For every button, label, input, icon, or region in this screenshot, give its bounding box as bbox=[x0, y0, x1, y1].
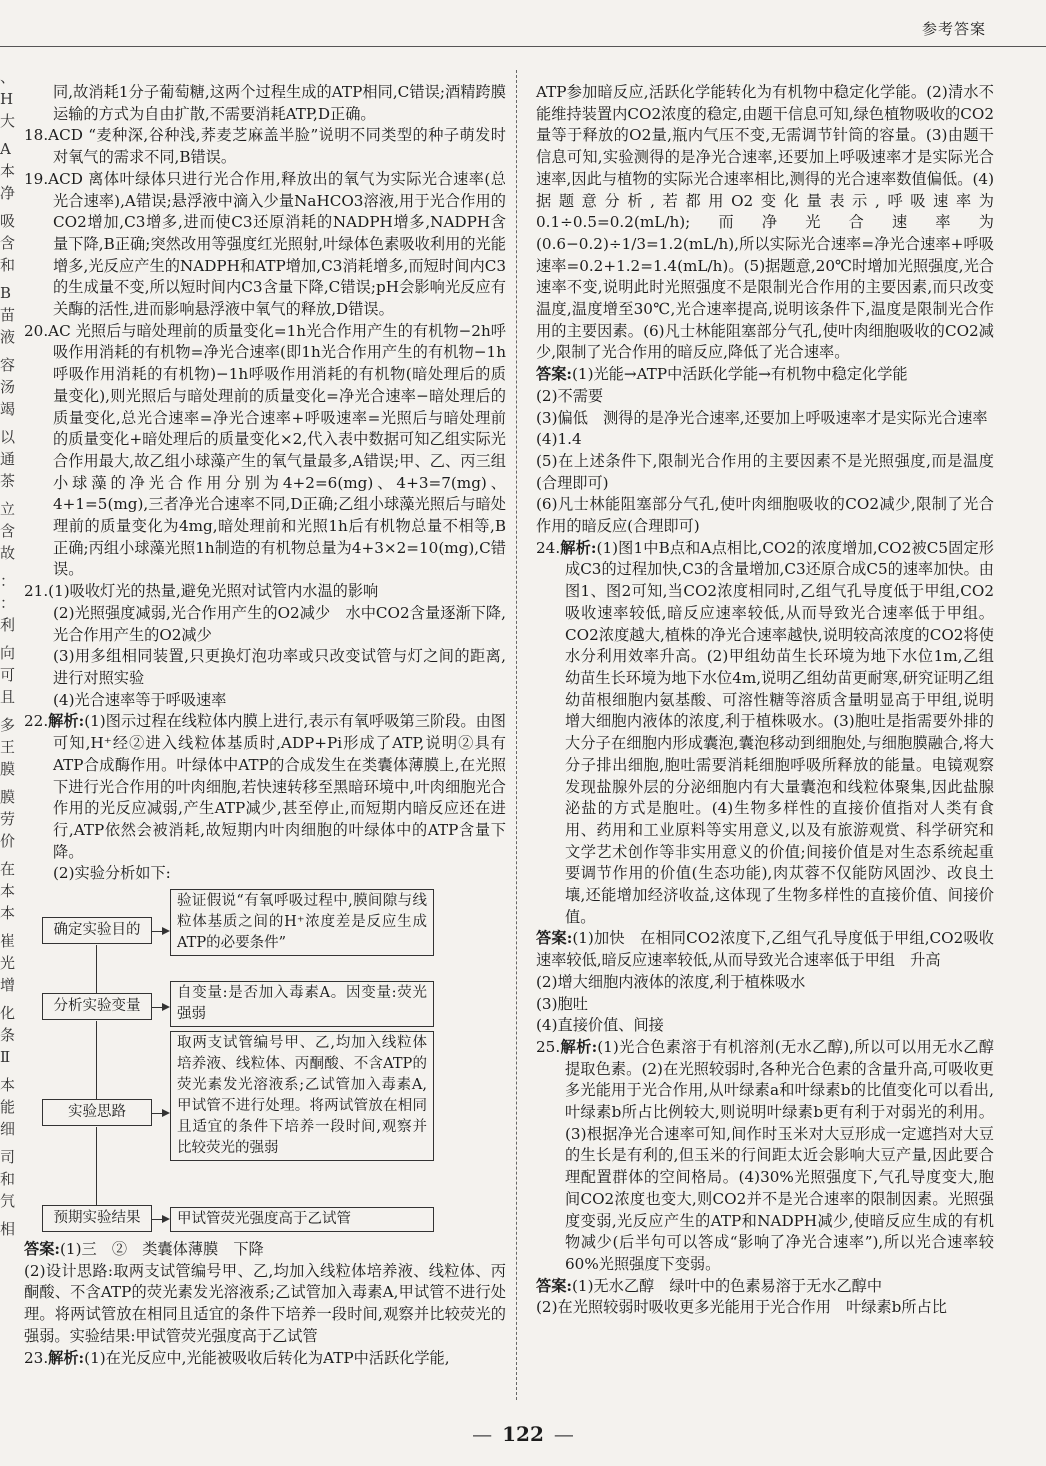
q22-number: 22. bbox=[24, 712, 49, 731]
margin-char: 膜 bbox=[0, 788, 16, 806]
q22-part2-intro: (2)实验分析如下: bbox=[53, 864, 171, 883]
margin-char: 含 bbox=[0, 234, 16, 252]
margin-char: 本 bbox=[0, 904, 16, 922]
q25-analysis bbox=[536, 1037, 994, 1276]
q25-answer-1: (1)无水乙醇 绿叶中的色素易溶于无水乙醇中 bbox=[571, 1276, 883, 1295]
q21-1: 21.(1)吸收灯光的热量,避免光照对试管内水温的影响 bbox=[24, 582, 379, 601]
flow-connector-3 bbox=[96, 1127, 97, 1205]
q23-analysis-cont: ATP参加暗反应,活跃化学能转化为有机物中稳定化学能。(2)清水不能维持装置内CO2浓度的稳定,由题干信息可知,绿色植物吸收的CO2量等于释放的O2量,瓶内气压不变,无需调节针筒的容量。(3)由题干信息可知,实验测得的是净光合速率,还要加上呼吸速率才是实际光合速率,因此与植物的实际光合速率相比,测得的光合速率数值偏低。(4)据题意分析,若都用O2变化量表示,呼吸速率为0.1÷0.5=0.2(mL/h);而净光合速率为(0.6−0.2)÷1/3=1.2(mL/h),所以实际光合速率=净光合速率+呼吸速率=0.2+1.2=1.4(mL/h)。(5)据题意,20℃时增加光照强度,光合速率不变,说明此时光照强度不是限制光合作用的主要因素,而只改变温度,温度增至30℃,光合速率提高,说明该条件下,温度是限制光合作用的主要因素。(6)凡士林能阻塞部分气孔,使叶肉细胞吸收的CO2减少,限制了光合作用的暗反应,降低了光合速率。 bbox=[536, 83, 994, 362]
right-column bbox=[536, 82, 994, 1319]
margin-char: 立 bbox=[0, 500, 16, 518]
margin-char: 大 bbox=[0, 112, 16, 130]
q23-answer bbox=[536, 364, 994, 386]
q25-answer-2: (2)在光照较弱时吸收更多光能用于光合作用 叶绿素b所占比 bbox=[536, 1298, 947, 1317]
q20: 20.AC 光照后与暗处理前的质量变化=1h光合作用产生的有机物−2h呼吸作用消耗的有机物=净光合速率(即1h光合作用产生的有机物−1h呼吸作用消耗的有机物)−1h呼吸作用消耗的有机物(暗处理后的质量变化),则光照后与暗处理前的质量变化=净光合速率−暗处理后的质量变化,总光合速率=净光合速率+呼吸速率=光照后与暗处理前的质量变化+暗处理后的质量变化×2,代入表中数据可知乙组实际光合作用最大,故乙组小球藻产生的氧气量最多,A错误;甲、乙、丙三组小球藻的净光合作用分别为4+2=6(mg)、4+3=7(mg)、4+1=5(mg),三者净光合速率不同,D正确;乙组小球藻光照后与暗处理前的质量变化为4mg,暗处理前和光照1h后有机物总量不相等,B正确;丙组小球藻光照1h制造的有机物总量为4+3×2=10(mg),C错误。 bbox=[24, 321, 506, 579]
flow-connector-1 bbox=[96, 945, 97, 993]
margin-char: 且 bbox=[0, 688, 16, 706]
q22-answer-1: (1)三 ② 类囊体薄膜 下降 bbox=[59, 1240, 264, 1259]
q24-analysis bbox=[536, 538, 994, 929]
margin-char: 、 bbox=[0, 68, 16, 86]
margin-char: B bbox=[0, 284, 12, 302]
flow-step-result: 预期实验结果 bbox=[42, 1205, 152, 1232]
margin-char: 汤 bbox=[0, 378, 16, 396]
q23-answer-2: (2)不需要 bbox=[536, 386, 604, 405]
q22-analysis-label: 解析: bbox=[48, 712, 85, 731]
margin-char: 以 bbox=[0, 428, 16, 446]
margin-char: 氕 bbox=[0, 1192, 16, 1210]
left-column bbox=[24, 82, 506, 1369]
margin-char: 膜 bbox=[0, 760, 16, 778]
margin-char: 和 bbox=[0, 1170, 16, 1188]
margin-char: 净 bbox=[0, 184, 16, 202]
margin-char: A bbox=[0, 140, 11, 158]
q24-answer-4: (4)直接价值、间接 bbox=[536, 1016, 664, 1035]
page-header: 参考答案 bbox=[921, 20, 986, 38]
flow-step-purpose: 确定实验目的 bbox=[42, 917, 152, 944]
q23-answer-4: (4)1.4 bbox=[536, 430, 582, 449]
q21-4: (4)光合速率等于呼吸速率 bbox=[53, 690, 227, 709]
q23-analysis-start bbox=[24, 1348, 506, 1370]
footer-dash-left: — bbox=[472, 1422, 493, 1446]
experiment-flowchart bbox=[34, 889, 506, 1228]
page-number: 122 bbox=[502, 1422, 544, 1446]
margin-char: 液 bbox=[0, 328, 16, 346]
q24-answer-2: (2)增大细胞内液体的浓度,利于植株吸水 bbox=[536, 972, 806, 991]
margin-char: 竭 bbox=[0, 400, 16, 418]
margin-char: 崔 bbox=[0, 932, 16, 950]
q24-analysis-text: (1)图1中B点和A点相比,CO2的浓度增加,CO2被C5固定形成C3的过程加快,C3的含量增加,C3还原合成C5的速率加快。由图1、图2可知,当CO2浓度相同时,乙组气孔导度低于甲组,CO2吸收速率较低,暗反应速率较低,从而导致光合速率低于甲组。CO2浓度越大,植株的净光合速率越快,说明较高浓度的CO2将使水分利用效率升高。(2)甲组幼苗生长环境为地下水位1m,乙组幼苗生长环境为地下水位4m,说明乙组幼苗更耐寒,研究证明乙组幼苗根细胞内氨基酸、可溶性糖等溶质含量明显高于甲组,说明增大细胞内液体的浓度,利于植株吸水。(3)胞吐是指需要外排的大分子在细胞内形成囊泡,囊泡移动到细胞处,与细胞膜融合,将大分子排出细胞,胞吐需要消耗细胞呼吸所释放的能量。电镜观察发现盐腺外层的分泌细胞内有大量囊泡和线粒体聚集,因此盐腺泌盐的方式是胞吐。(4)生物多样性的直接价值指对人类有食用、药用和工业原料等实用意义,以及有旅游观赏、科学研究和文学艺术创作等非实用意义的价值;间接价值是对生态系统起重要调节作用的价值(生态功能),肉苁蓉不仅能防风固沙、改良土壤,还能增加经济收益,这体现了生物多样性的直接价值、间接价值。 bbox=[565, 538, 994, 926]
q24-number: 24. bbox=[536, 538, 561, 557]
margin-char: 多 bbox=[0, 716, 16, 734]
flow-step-design: 实验思路 bbox=[42, 1099, 152, 1126]
q22-answer-label: 答案: bbox=[24, 1240, 60, 1259]
q22-analysis-text: (1)图示过程在线粒体内膜上进行,表示有氧呼吸第三阶段。由图可知,H⁺经②进入线粒体基质时,ADP+Pi形成了ATP,说明②具有ATP合成酶作用。叶绿体中ATP的合成发生在类囊体薄膜上,在光照下进行光合作用的叶肉细胞,若快速转移至黑暗环境中,叶肉细胞光合作用的光反应减弱,产生ATP减少,甚至停止,而短期内暗反应还在进行,ATP依然会被消耗,故短期内叶肉细胞的叶绿体中的ATP含量下降。 bbox=[53, 712, 506, 861]
margin-char: 化 bbox=[0, 1004, 16, 1022]
margin-char: Ⅱ bbox=[0, 1048, 11, 1066]
margin-char: 苗 bbox=[0, 306, 16, 324]
q24-analysis-label: 解析: bbox=[560, 538, 597, 557]
margin-char: 可 bbox=[0, 666, 16, 684]
q24-answer bbox=[536, 928, 994, 971]
margin-char: 相 bbox=[0, 1220, 16, 1238]
q25-answer bbox=[536, 1276, 994, 1298]
q25-answer-label: 答案: bbox=[536, 1276, 572, 1295]
margin-char: 本 bbox=[0, 1076, 16, 1094]
q23-answer-3: (3)偏低 测得的是净光合速率,还要加上呼吸速率才是实际光合速率 bbox=[536, 408, 988, 427]
flow-arrowhead-3 bbox=[162, 1109, 170, 1117]
margin-char: 增 bbox=[0, 976, 16, 994]
q23-answer-1: (1)光能→ATP中活跃化学能→有机物中稳定化学能 bbox=[571, 365, 908, 384]
flow-detail-result: 甲试管荧光强度高于乙试管 bbox=[170, 1207, 434, 1232]
margin-char: 本 bbox=[0, 882, 16, 900]
margin-char: H bbox=[0, 90, 14, 108]
flow-detail-purpose: 验证假说“有氧呼吸过程中,膜间隙与线粒体基质之间的H⁺浓度差是反应生成ATP的必要条件” bbox=[170, 889, 434, 956]
margin-char: 和 bbox=[0, 256, 16, 274]
margin-char: 在 bbox=[0, 860, 16, 878]
q21-2: (2)光照强度减弱,光合作用产生的O2减少 水中CO2含量逐渐下降,光合作用产生的O2减少 bbox=[53, 603, 506, 644]
q25-analysis-label: 解析: bbox=[560, 1037, 598, 1056]
q23-number: 23. bbox=[24, 1348, 49, 1367]
q23-analysis-text: (1)在光反应中,光能被吸收后转化为ATP中活跃化学能, bbox=[84, 1348, 450, 1367]
margin-char: 故 bbox=[0, 544, 16, 562]
margin-char: 价 bbox=[0, 832, 16, 850]
q23-answer-5: (5)在上述条件下,限制光合作用的主要因素不是光照强度,而是温度(合理即可) bbox=[536, 451, 994, 492]
margin-char: ： bbox=[0, 572, 16, 590]
q25-number: 25. bbox=[536, 1037, 561, 1056]
left-margin-bleed-text bbox=[0, 60, 16, 1420]
margin-char: 能 bbox=[0, 1098, 16, 1116]
q23-answer-6: (6)凡士林能阻塞部分气孔,使叶肉细胞吸收的CO2减少,限制了光合作用的暗反应(合理即可) bbox=[536, 495, 994, 536]
q22-answer bbox=[24, 1239, 506, 1261]
flow-arrowhead-1 bbox=[162, 927, 170, 935]
margin-char: 光 bbox=[0, 954, 16, 972]
footer-dash-right: — bbox=[553, 1422, 574, 1446]
flow-connector-2 bbox=[96, 1021, 97, 1099]
q24-answer-1: (1)加快 在相同CO2浓度下,乙组气孔导度低于甲组,CO2吸收速率较低,暗反应速率较低,从而导致光合速率低于甲组 升高 bbox=[536, 929, 994, 970]
q22-answer-2: (2)设计思路:取两支试管编号甲、乙,均加入线粒体培养液、线粒体、丙酮酸、不含ATP的荧光素发光溶液系;乙试管加入毒素A,甲试管不进行处理。将两试管放在相同且适宜的条件下培养一段时间,观察并比较荧光的强弱。实验结果:甲试管荧光强度高于乙试管 bbox=[24, 1261, 506, 1345]
margin-char: 王 bbox=[0, 738, 16, 756]
q18: 18.ACD “麦种深,谷种浅,荞麦芝麻盖半脸”说明不同类型的种子萌发时对氧气的需求不同,B错误。 bbox=[24, 126, 506, 167]
header-rule bbox=[0, 46, 1046, 47]
flow-detail-design: 取两支试管编号甲、乙,均加入线粒体培养液、线粒体、丙酮酸、不含ATP的荧光素发光溶液系;乙试管加入毒素A,甲试管不进行处理。将两试管放在相同且适宜的条件下培养一段时间,观察并比较荧光的强弱 bbox=[170, 1031, 434, 1161]
flow-detail-variables: 自变量:是否加入毒素A。因变量:荧光强弱 bbox=[170, 981, 434, 1027]
page-footer bbox=[0, 1422, 1046, 1446]
q23-analysis-label: 解析: bbox=[48, 1348, 85, 1367]
margin-char: 通 bbox=[0, 450, 16, 468]
column-divider bbox=[516, 70, 517, 1400]
margin-char: 细 bbox=[0, 1120, 16, 1138]
margin-char: 含 bbox=[0, 522, 16, 540]
margin-char: 司 bbox=[0, 1148, 16, 1166]
q23-answer-label: 答案: bbox=[536, 365, 572, 384]
q25-analysis-text: (1)光合色素溶于有机溶剂(无水乙醇),所以可以用无水乙醇提取色素。(2)在光照较弱时,各种光合色素的含量升高,可吸收更多光能用于光合作用,从叶绿素a和叶绿素b的比值变化可以看出,叶绿素b所占比例较大,则说明叶绿素b更有利于对弱光的利用。(3)根据净光合速率可知,间作时玉米对大豆形成一定遮挡对大豆的生长是有利的,但玉米的行间距太近会影响大豆产量,因此要合理配置群体的空间格局。(4)30%光照强度下,气孔导度变大,胞间CO2浓度也变大,则CO2并不是光合速率的限制因素。光照强度变弱,光反应产生的ATP和NADPH减少,使暗反应生成的有机物减少(后半句可以答成“影响了净光合速率”),所以光合速率较60%光照强度下变弱。 bbox=[565, 1037, 994, 1273]
margin-char: 利 bbox=[0, 616, 16, 634]
flow-arrowhead-2 bbox=[162, 1003, 170, 1011]
margin-char: 容 bbox=[0, 356, 16, 374]
q19: 19.ACD 离体叶绿体只进行光合作用,释放出的氧气为实际光合速率(总光合速率),A错误;悬浮液中滴入少量NaHCO3溶液,用于光合作用的CO2增加,C3增多,进而使C3还原消耗的NADPH增多,NADPH含量下降,B正确;突然改用等强度红光照射,叶绿体色素吸收利用的光能增多,光反应产生的NADPH和ATP增加,C3消耗增多,而短时间内C3的生成量不变,所以短时间内C3含量下降,C错误;pH会影响光反应有关酶的活性,进而影响悬浮液中氧气的释放,D错误。 bbox=[24, 169, 506, 319]
q21-3: (3)用多组相同装置,只更换灯泡功率或只改变试管与灯之间的距离,进行对照实验 bbox=[53, 647, 506, 687]
q24-answer-3: (3)胞吐 bbox=[536, 994, 588, 1013]
flow-arrowhead-4 bbox=[162, 1215, 170, 1223]
margin-char: 向 bbox=[0, 644, 16, 662]
margin-char: ： bbox=[0, 594, 16, 612]
margin-char: 条 bbox=[0, 1026, 16, 1044]
margin-char: 劳 bbox=[0, 810, 16, 828]
q24-answer-label: 答案: bbox=[536, 929, 573, 948]
margin-char: 吸 bbox=[0, 212, 16, 230]
flow-step-variables: 分析实验变量 bbox=[42, 993, 152, 1020]
q22-analysis bbox=[24, 711, 506, 863]
margin-char: 茶 bbox=[0, 472, 16, 490]
q17-tail: 同,故消耗1分子葡萄糖,这两个过程生成的ATP相同,C错误;酒精跨膜运输的方式为自由扩散,不需要消耗ATP,D正确。 bbox=[53, 83, 506, 123]
margin-char: 本 bbox=[0, 162, 16, 180]
